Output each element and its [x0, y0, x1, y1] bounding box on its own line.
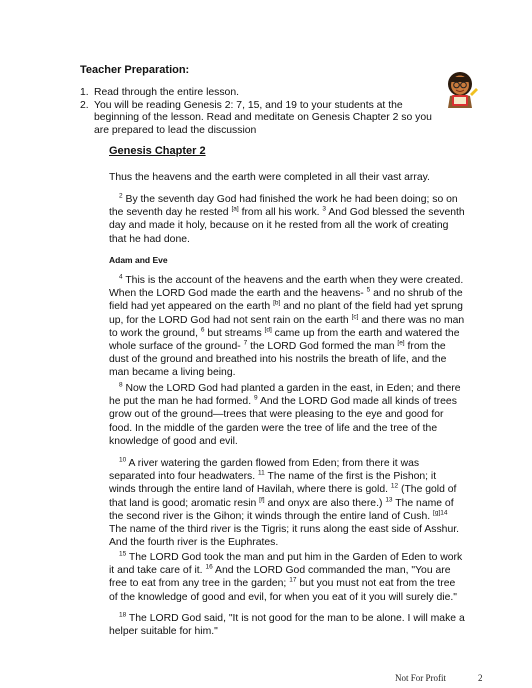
verse-text: but you must not eat from the tree of the knowledge of good and evil, for when you eat of it you will surely die.": [109, 578, 457, 603]
verse-text: (The gold of that land is good; aromatic resin: [109, 484, 457, 509]
preparation-item: [80, 87, 445, 100]
verse-text: A river watering the garden flowed from Eden; from there it was separated into four headwaters.: [109, 458, 420, 483]
verse-paragraph: [109, 612, 465, 638]
section-heading: Adam and Eve: [109, 255, 168, 265]
verse-number: 8: [119, 381, 123, 389]
verse-text: The LORD God took the man and put him in the Garden of Eden to work it and take care of it.: [109, 552, 463, 577]
verse-number: 7: [243, 339, 248, 347]
preparation-item: [80, 100, 445, 138]
verse-text: and no plant of the field had yet sprung up, for the LORD God had not sent rain on the earth: [109, 301, 463, 326]
verse-text: but streams: [204, 327, 265, 339]
item-text: You will be reading Genesis 2: 7, 15, and 19 to your students at the beginning of the lesson. Read and meditate on Genesis Chapter 2 so you are prepared to lead the discussion: [94, 99, 432, 136]
verse-text: The name of the first is the Pishon; it winds through the entire land of Havilah, where there is gold.: [109, 471, 437, 496]
verse-text: The name of the third river is the Tigris; it runs along the east side of Asshur. And the fourth river is the Euphrates.: [109, 524, 459, 549]
verse-text: By the seventh day God had finished the work he had been doing; so on the seventh day he rested: [109, 194, 458, 219]
verse-text: and onyx are also there.): [264, 497, 386, 509]
verse-paragraph: [109, 551, 465, 604]
verse-text: Now the LORD God had planted a garden in the east, in Eden; and there he put the man he had formed.: [109, 383, 461, 408]
verse-number: 9: [254, 394, 258, 402]
verse-paragraph: [109, 193, 465, 246]
verse-number: 12: [390, 482, 399, 490]
verse-text: the LORD God formed the man: [247, 341, 398, 353]
verse-text: And God blessed the seventh day and made it holy, because on it he rested from all the work of creating that he had done.: [109, 207, 465, 245]
verse-number: 2: [119, 192, 123, 200]
verse-text: from all his work.: [238, 207, 323, 219]
footer-text: Not For Profit: [395, 673, 447, 683]
verse-text: came up from the earth and watered the whole surface of the ground-: [109, 327, 460, 353]
footnote-ref: [d]: [264, 326, 272, 334]
verse-paragraph: [109, 457, 465, 549]
verse-text: This is the account of the heavens and the earth when they were created. When the LORD God made the earth and the heavens-: [109, 275, 464, 300]
verse-text: And the LORD God commanded the man, "You are free to eat from any tree in the garden;: [109, 565, 451, 590]
footnote-ref: [b]: [273, 299, 281, 307]
footnote-ref: [a]: [231, 205, 239, 213]
verse-number: 13: [385, 496, 393, 504]
footnote-ref: [f]: [259, 496, 265, 504]
verse-number: 5: [366, 286, 371, 294]
footnote-ref: [g]: [433, 509, 441, 517]
verse-text: The LORD God said, "It is not good for the man to be alone. I will make a helper suitable for him.": [109, 613, 465, 638]
item-text: Read through the entire lesson.: [94, 87, 239, 98]
verse-number: 6: [200, 326, 205, 334]
chapter-title: Genesis Chapter 2: [109, 145, 206, 157]
verse-text: from the dust of the ground and breathed into his nostrils the breath of life, and the man became a living being.: [109, 341, 447, 379]
verse-text: And the LORD God made all kinds of trees grow out of the ground—trees that were pleasing to the eye and good for food. In the middle of the garden were the tree of life and the tree of the knowledge of good and evil.: [109, 396, 457, 447]
verse-text: The name of the second river is the Gihon; it winds through the entire land of Cush.: [109, 497, 454, 522]
page-number: 2: [478, 673, 483, 683]
verse-number: 4: [119, 273, 123, 281]
verse-text: and no shrub of the field had yet appeared on the earth: [109, 288, 463, 313]
verse-number: 3: [322, 205, 327, 213]
verse-number: 10: [119, 456, 127, 464]
verse-number: 17: [289, 576, 297, 584]
verse-number: 11: [258, 469, 265, 477]
teacher-preparation-heading: Teacher Preparation:: [80, 64, 190, 76]
verse-number: 15: [119, 550, 127, 558]
verse-text: and there was no man to work the ground,: [109, 314, 465, 339]
verse-number: 16: [205, 563, 213, 571]
item-number: 2.: [80, 99, 89, 111]
footnote-ref: [e]: [397, 339, 405, 347]
verse-paragraph: [109, 382, 465, 448]
footnote-ref: [c]: [351, 313, 359, 321]
preparation-list: [80, 87, 445, 137]
item-number: 1.: [80, 87, 89, 98]
verse-number: 18: [119, 611, 127, 619]
verse-number: 14: [440, 509, 448, 517]
verse-paragraph: [109, 274, 465, 380]
intro-paragraph: Thus the heavens and the earth were completed in all their vast array.: [109, 172, 430, 183]
teacher-reading-book-icon: [440, 68, 480, 108]
